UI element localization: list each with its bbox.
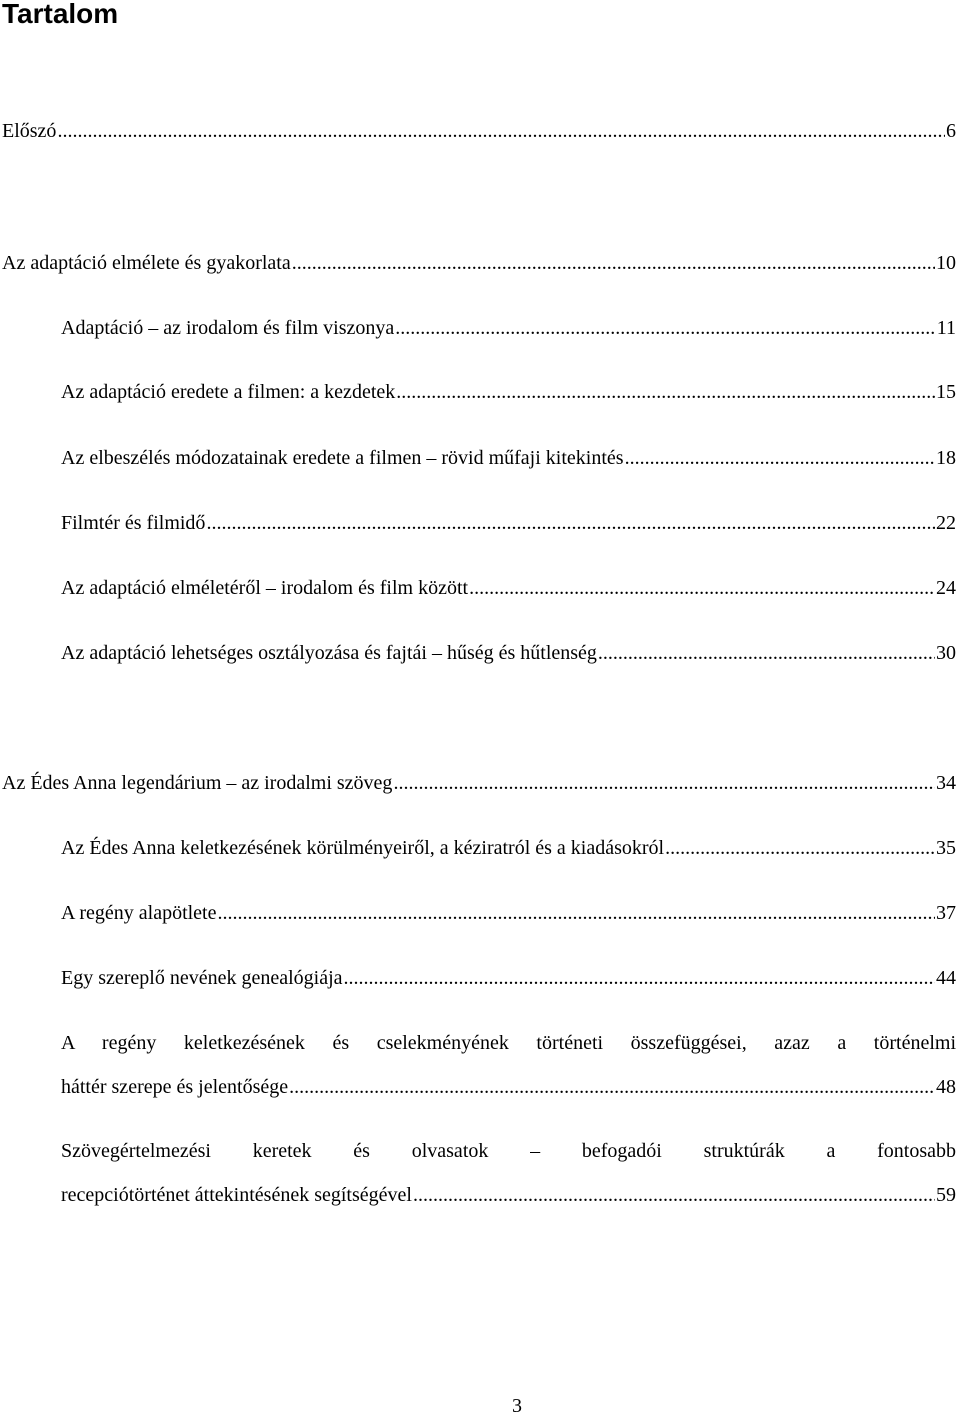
- toc-entry[interactable]: [61, 380, 956, 404]
- toc-entry-title: A regény alapötlete: [61, 902, 217, 924]
- toc-entry[interactable]: [2, 771, 956, 795]
- toc-page-number: 37: [936, 902, 956, 924]
- toc-page-number: 10: [936, 252, 956, 274]
- toc-leader: [598, 641, 935, 665]
- toc-entry-title: háttér szerepe és jelentősége: [61, 1076, 289, 1098]
- toc-entry[interactable]: [61, 446, 956, 470]
- toc-entry-title: Az Édes Anna legendárium – az irodalmi szöveg: [2, 772, 393, 794]
- toc-leader: [206, 511, 935, 535]
- toc-leader: [218, 901, 936, 925]
- toc-page-number: 59: [936, 1184, 956, 1206]
- toc-page-number: 48: [936, 1076, 956, 1098]
- toc-leader: [393, 771, 935, 795]
- page-number: 3: [512, 1395, 522, 1417]
- toc-entry-title: Adaptáció – az irodalom és film viszonya: [61, 317, 395, 339]
- toc-leader: [57, 119, 945, 143]
- toc-entry-title: Előszó: [2, 120, 57, 142]
- toc-page-number: 34: [936, 772, 956, 794]
- toc-entry[interactable]: [61, 641, 956, 665]
- toc-page-number: 11: [936, 317, 956, 339]
- toc-entry[interactable]: [61, 901, 956, 925]
- toc-entry-title: Az adaptáció eredete a filmen: a kezdetek: [61, 381, 396, 403]
- toc-entry-title-line1: A regény keletkezésének és cselekményének történeti összefüggései, azaz a történelmi: [61, 1032, 956, 1054]
- toc-leader: [289, 1075, 935, 1099]
- toc-entry[interactable]: [61, 316, 956, 340]
- toc-entry[interactable]: [2, 251, 956, 275]
- toc-entry[interactable]: [61, 1031, 956, 1099]
- toc-page-number: 15: [936, 381, 956, 403]
- toc-entry-title: Filmtér és filmidő: [61, 512, 206, 534]
- toc-leader: [292, 251, 935, 275]
- toc-leader: [625, 446, 935, 470]
- toc-leader: [413, 1183, 935, 1207]
- toc-entry[interactable]: [61, 966, 956, 990]
- toc-leader: [344, 966, 935, 990]
- toc-leader: [665, 836, 935, 860]
- toc-page-number: 44: [936, 967, 956, 989]
- toc-entry-title-line1: Szövegértelmezési keretek és olvasatok – befogadói struktúrák a fontosabb: [61, 1140, 956, 1162]
- toc-leader: [396, 380, 935, 404]
- toc-page-number: 35: [936, 837, 956, 859]
- toc-entry[interactable]: [2, 119, 956, 143]
- toc-page-number: 22: [936, 512, 956, 534]
- toc-entry-title: Az adaptáció elméletéről – irodalom és film között: [61, 577, 469, 599]
- toc-leader: [469, 576, 935, 600]
- toc-page-number: 6: [946, 120, 956, 142]
- toc-entry-title: recepciótörténet áttekintésének segítségével: [61, 1184, 412, 1206]
- toc-entry-title: Egy szereplő nevének genealógiája: [61, 967, 343, 989]
- page-title: Tartalom: [2, 0, 119, 29]
- toc-entry-title: Az elbeszélés módozatainak eredete a filmen – rövid műfaji kitekintés: [61, 447, 624, 469]
- toc-entry[interactable]: [61, 576, 956, 600]
- toc-page-number: 30: [936, 642, 956, 664]
- toc-entry-title: Az adaptáció lehetséges osztályozása és fajtái – hűség és hűtlenség: [61, 642, 597, 664]
- toc-entry[interactable]: [61, 511, 956, 535]
- toc-entry-title: Az Édes Anna keletkezésének körülményeiről, a kéziratról és a kiadásokról: [61, 837, 665, 859]
- toc-entry[interactable]: [61, 1139, 956, 1207]
- toc-page-number: 18: [936, 447, 956, 469]
- toc-entry-title: Az adaptáció elmélete és gyakorlata: [2, 252, 291, 274]
- toc-page-number: 24: [936, 577, 956, 599]
- toc-entry[interactable]: [61, 836, 956, 860]
- toc-leader: [395, 316, 936, 340]
